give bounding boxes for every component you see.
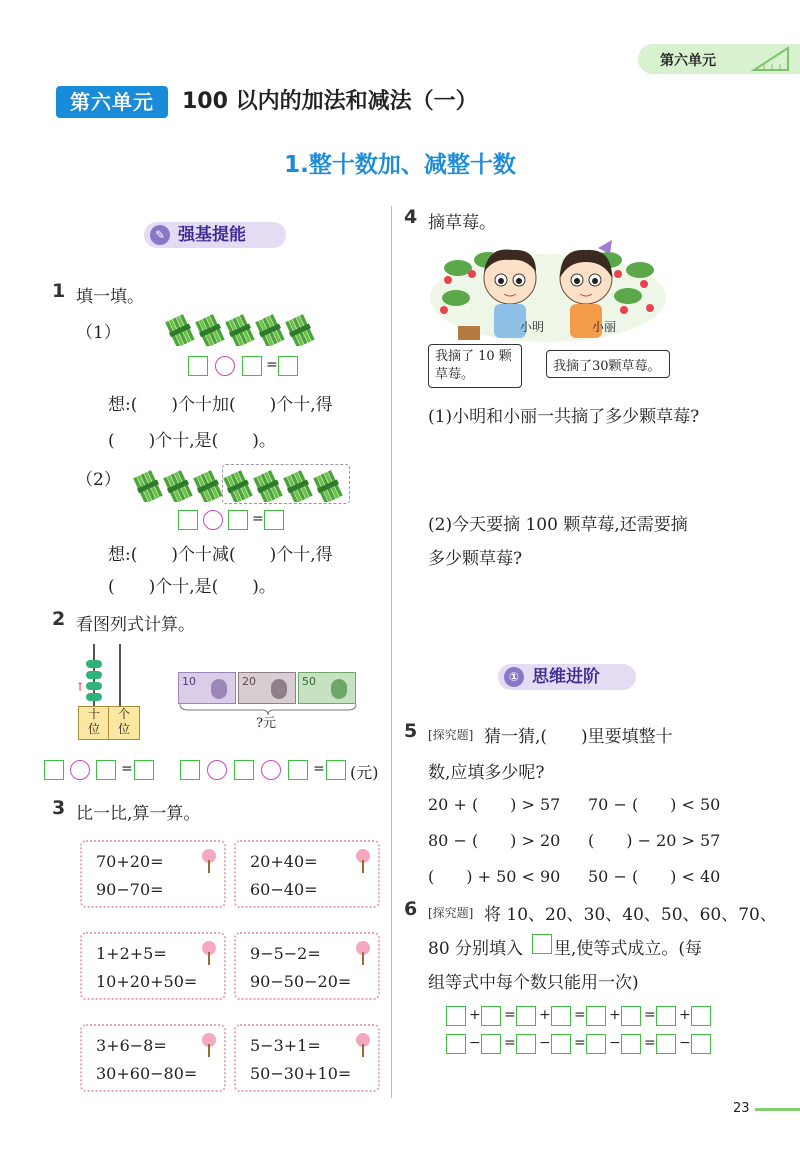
calc-line: 90−70= [96, 880, 164, 899]
q6-line2a: 80 分别填入 [428, 939, 524, 959]
page-number-bar [755, 1108, 800, 1111]
medal-icon: ① [504, 667, 524, 687]
answer-box[interactable] [96, 760, 116, 780]
equals-sign: = [504, 1035, 516, 1051]
q1-part1-label: （1） [76, 323, 121, 343]
arrow-up-icon: ↑ [75, 680, 86, 694]
stick-bundle [224, 314, 256, 346]
equals-sign: = [313, 761, 325, 777]
answer-box[interactable] [516, 1006, 536, 1026]
abacus-bead [86, 693, 102, 701]
equals-sign: = [121, 761, 133, 777]
q1-part1-result: ( )个十,是( )。 [108, 431, 276, 451]
calc-box [80, 932, 226, 1000]
q1-part1-think: 想:( )个十加( )个十,得 [108, 395, 333, 415]
answer-box[interactable] [691, 1034, 711, 1054]
abacus-bead [86, 671, 102, 679]
ruler-icon [750, 46, 792, 72]
operator-sign: + [609, 1007, 621, 1023]
equals-sign: = [266, 357, 278, 373]
q1-part2-think: 想:( )个十减( )个十,得 [108, 545, 333, 565]
girl-name: 小丽 [592, 320, 617, 334]
calc-line: 9−5−2= [250, 944, 321, 963]
answer-box[interactable] [264, 510, 284, 530]
answer-box[interactable] [178, 510, 198, 530]
calc-line: 50−30+10= [250, 1064, 352, 1083]
brace-label: ?元 [256, 716, 276, 731]
answer-box[interactable] [551, 1034, 571, 1054]
equals-sign: = [644, 1007, 656, 1023]
abacus-base [78, 706, 140, 740]
column-divider [391, 206, 392, 1098]
equals-sign: = [504, 1007, 516, 1023]
answer-box[interactable] [481, 1034, 501, 1054]
operator-sign: − [679, 1035, 691, 1051]
answer-box[interactable] [691, 1006, 711, 1026]
q5-inequality: ( ) − 20 > 57 [588, 831, 721, 850]
q1-prompt: 填一填。 [76, 287, 144, 307]
q4-prompt: 摘草莓。 [428, 213, 496, 233]
section-basic-label: 强基提能 [178, 225, 246, 245]
calc-line: 30+60−80= [96, 1064, 198, 1083]
calc-box [234, 1024, 380, 1092]
unit-title: 100 以内的加法和减法（一） [182, 89, 478, 114]
q6-tag: [探究题] [428, 906, 474, 920]
q4-sub2-line2: 多少颗草莓? [428, 549, 523, 569]
abacus [74, 644, 144, 740]
unit-badge: 第六单元 [56, 86, 168, 118]
q6-number: 6 [404, 898, 418, 920]
banknote-20: 20 [238, 672, 296, 704]
operator-circle[interactable] [70, 760, 90, 780]
calc-line: 70+20= [96, 852, 164, 871]
speech-bubble-boy [428, 344, 522, 388]
operator-circle[interactable] [207, 760, 227, 780]
answer-box[interactable] [242, 356, 262, 376]
abacus-tens-label: 十 位 [87, 707, 100, 736]
tree-icon [200, 848, 218, 874]
operator-sign: + [679, 1007, 691, 1023]
unit-tab-label: 第六单元 [660, 53, 716, 69]
answer-box[interactable] [586, 1034, 606, 1054]
answer-box[interactable] [234, 760, 254, 780]
answer-box[interactable] [656, 1034, 676, 1054]
q6-equation-row-2 [446, 1034, 726, 1056]
stick-bundle [164, 314, 196, 346]
q1-number: 1 [52, 280, 66, 302]
answer-box[interactable] [586, 1006, 606, 1026]
crossed-group-outline [222, 464, 350, 504]
q5-inequality: 20 + ( ) > 57 [428, 795, 561, 814]
answer-box[interactable] [44, 760, 64, 780]
q1-part1-equation [188, 356, 308, 378]
equals-sign: = [252, 511, 264, 527]
stick-bundle [192, 470, 224, 502]
answer-box[interactable] [621, 1034, 641, 1054]
q6-line3: 组等式中每个数只能用一次) [428, 973, 639, 993]
calc-line: 1+2+5= [96, 944, 167, 963]
section-advanced [498, 664, 636, 690]
q3-number: 3 [52, 797, 66, 819]
answer-box[interactable] [481, 1006, 501, 1026]
q5-inequality: 50 − ( ) < 40 [588, 867, 721, 886]
banknote-10: 10 [178, 672, 236, 704]
answer-box[interactable] [551, 1006, 571, 1026]
tree-icon [200, 1032, 218, 1058]
answer-box[interactable] [134, 760, 154, 780]
q4-sub1: (1)小明和小丽一共摘了多少颗草莓? [428, 407, 700, 427]
q5-inequality: ( ) + 50 < 90 [428, 867, 561, 886]
banknotes [178, 672, 358, 704]
stick-bundle [254, 314, 286, 346]
q5-number: 5 [404, 720, 418, 742]
abacus-bead [86, 660, 102, 668]
q6-equation-row-1 [446, 1006, 726, 1028]
operator-sign: − [469, 1035, 481, 1051]
calc-line: 10+20+50= [96, 972, 198, 991]
q1-part2-result: ( )个十,是( )。 [108, 577, 276, 597]
abacus-rod-ones [119, 644, 121, 706]
speech-bubble-girl [546, 350, 670, 378]
answer-box[interactable] [288, 760, 308, 780]
operator-sign: − [539, 1035, 551, 1051]
calc-line: 90−50−20= [250, 972, 352, 991]
stick-bundle [162, 470, 194, 502]
equals-sign: = [644, 1035, 656, 1051]
answer-box[interactable] [446, 1006, 466, 1026]
q5-line2: 数,应填多少呢? [428, 763, 545, 783]
speech-bubble-boy-text: 我摘了 10 颗草莓。 [435, 349, 512, 382]
calc-line: 60−40= [250, 880, 318, 899]
answer-box[interactable] [278, 356, 298, 376]
operator-circle[interactable] [261, 760, 281, 780]
q5-inequality: 70 − ( ) < 50 [588, 795, 721, 814]
calc-box [234, 840, 380, 908]
tree-icon [354, 848, 372, 874]
stick-bundle [132, 470, 164, 502]
operator-sign: + [469, 1007, 481, 1023]
answer-box [532, 934, 552, 954]
answer-box[interactable] [621, 1006, 641, 1026]
answer-box[interactable] [326, 760, 346, 780]
pencil-icon: ✎ [150, 225, 170, 245]
q4-number: 4 [404, 206, 418, 228]
q6-line2b: 里,使等式成立。(每 [554, 939, 703, 959]
calc-line: 5−3+1= [250, 1036, 321, 1055]
q5-tag: [探究题] [428, 728, 474, 742]
q2-number: 2 [52, 608, 66, 630]
q5-line1: 猜一猜,( )里要填整十 [484, 727, 673, 747]
q3-prompt: 比一比,算一算。 [76, 804, 201, 824]
q6-line1: 将 10、20、30、40、50、60、70、 [484, 905, 777, 925]
q1-part2-equation [178, 510, 298, 532]
answer-box[interactable] [188, 356, 208, 376]
answer-box[interactable] [446, 1034, 466, 1054]
stick-bundle [194, 314, 226, 346]
calc-line: 3+6−8= [96, 1036, 167, 1055]
operator-circle[interactable] [215, 356, 235, 376]
speech-bubble-girl-text: 我摘了30颗草莓。 [553, 359, 661, 374]
operator-sign: + [539, 1007, 551, 1023]
q1-part2-label: （2） [76, 470, 121, 490]
boy-name: 小明 [520, 320, 545, 334]
tree-icon [200, 940, 218, 966]
calc-box [80, 1024, 226, 1092]
answer-box[interactable] [516, 1034, 536, 1054]
answer-box[interactable] [656, 1006, 676, 1026]
stick-bundles-1 [164, 312, 334, 346]
tree-icon [354, 1032, 372, 1058]
operator-sign: − [609, 1035, 621, 1051]
operator-circle[interactable] [203, 510, 223, 530]
equals-sign: = [574, 1007, 586, 1023]
tree-icon [354, 940, 372, 966]
answer-box[interactable] [228, 510, 248, 530]
q2-equation-2 [180, 760, 390, 782]
page-number: 23 [733, 1101, 750, 1116]
calc-box [80, 840, 226, 908]
stick-bundle [284, 314, 316, 346]
banknote-50: 50 [298, 672, 356, 704]
calc-line: 20+40= [250, 852, 318, 871]
abacus-ones-label: 个 位 [117, 707, 130, 736]
equals-sign: = [574, 1035, 586, 1051]
q2-equation-1 [44, 760, 164, 782]
section-advanced-label: 思维进阶 [532, 667, 600, 687]
abacus-bead [86, 682, 102, 690]
q2-prompt: 看图列式计算。 [76, 615, 195, 635]
unit-tab [638, 44, 800, 74]
answer-box[interactable] [180, 760, 200, 780]
section-basic [144, 222, 286, 248]
lesson-title: 1.整十数加、减整十数 [284, 152, 516, 178]
unit-label: (元) [350, 763, 379, 782]
q5-inequality: 80 − ( ) > 20 [428, 831, 561, 850]
calc-box [234, 932, 380, 1000]
q4-sub2-line1: (2)今天要摘 100 颗草莓,还需要摘 [428, 515, 688, 535]
